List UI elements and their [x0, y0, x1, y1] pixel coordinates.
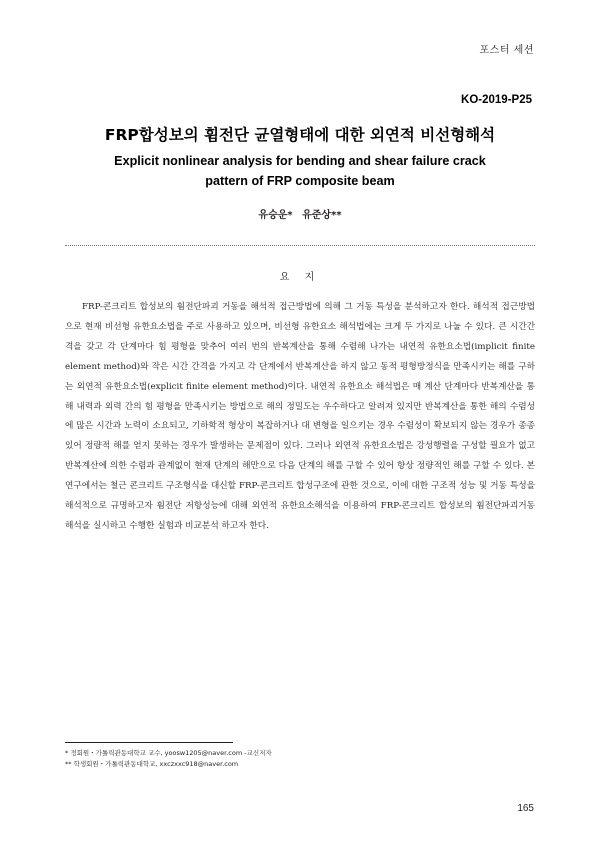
korean-title: FRP합성보의 휨전단 균열형태에 대한 외연적 비선형해석 — [104, 126, 496, 144]
author-list: 유승운* 유준상** — [258, 210, 342, 221]
english-title-line-2: pattern of FRP composite beam — [205, 174, 395, 188]
abstract-body: FRP-콘크리트 합성보의 휨전단파괴 거동을 해석적 접근방법에 의해 그 거동 특성을 분석하고자 한다. 해석적 접근방법으로 현재 비선형 유한요소법을 주로 사용하고 있으며, 비선형 유한요소 해석법에는 크게 두 가지로 나눌 수 있다. 큰 시간간격을 갖고 각 단계마다 힘 평형을 맞추어 여러 번의 반복계산을 통해 수렴해 나가는 내연적 유한요소법(implicit finite element method)와 작은 시간 간격을 가지고 각 단계에서 반복계산을 하지 않고 동적 평형방정식을 만족시키는 해를 구하는 외연적 유한요소법(explicit finite element method)이다. 내연적 유한요소 해석법은 매 계산 단계마다 반복계산을 통해 내력과 외력 간의 힘 평형을 만족시키는 방법으로 해의 정밀도는 우수하다고 알려져 있지만 반복계산을 통한 해의 수렴성에 많은 시간과 노력이 소요되고, 기하학적 형상이 복잡하거나 대 변형을 일으키는 경우 수렴성이 확보되지 않는 경우가 종종 있어 정량적 해를 얻지 못하는 경우가 발생하는 문제점이 있다. 그러나 외연적 유한요소법은 강성행렬을 구성할 필요가 없고 반복계산에 의한 수렴과 관계없이 현재 단계의 해만으로 다음 단계의 해를 구할 수 있어 항상 정량적인 해를 구할 수 있다. 본 연구에서는 철근 콘크리트 구조형식을 대신할 FRP-콘크리트 합성구조에 관한 것으로, 이에 대한 구조적 성능 및 거동 특성을 해석적으로 규명하고자 휨전단 저항성능에 대해 외연적 유한요소해석을 이용하여 FRP-콘크리트 합성보의 휨전단파괴거동 해석을 실시하고 수행한 실험과 비교분석 하고자 한다. — [65, 302, 535, 531]
paper-code: KO-2019-P25 — [461, 94, 532, 106]
abstract-heading: 요 지 — [279, 272, 321, 283]
footnote-author-2: ** 학생회원・가톨릭관동대학교, xxczxxc918@naver.com — [65, 760, 239, 768]
footnote-author-1: * 정회원・가톨릭관동대학교 교수, yoosw1205@naver.com -교신저자 — [65, 749, 272, 757]
footnotes — [65, 748, 535, 770]
english-title — [0, 151, 600, 191]
dotted-divider — [65, 245, 535, 246]
english-title-line-1: Explicit nonlinear analysis for bending and shear failure crack — [114, 154, 486, 168]
page-number: 165 — [517, 803, 534, 814]
session-label: 포스터 세션 — [479, 45, 534, 56]
footnote-rule — [65, 742, 233, 743]
